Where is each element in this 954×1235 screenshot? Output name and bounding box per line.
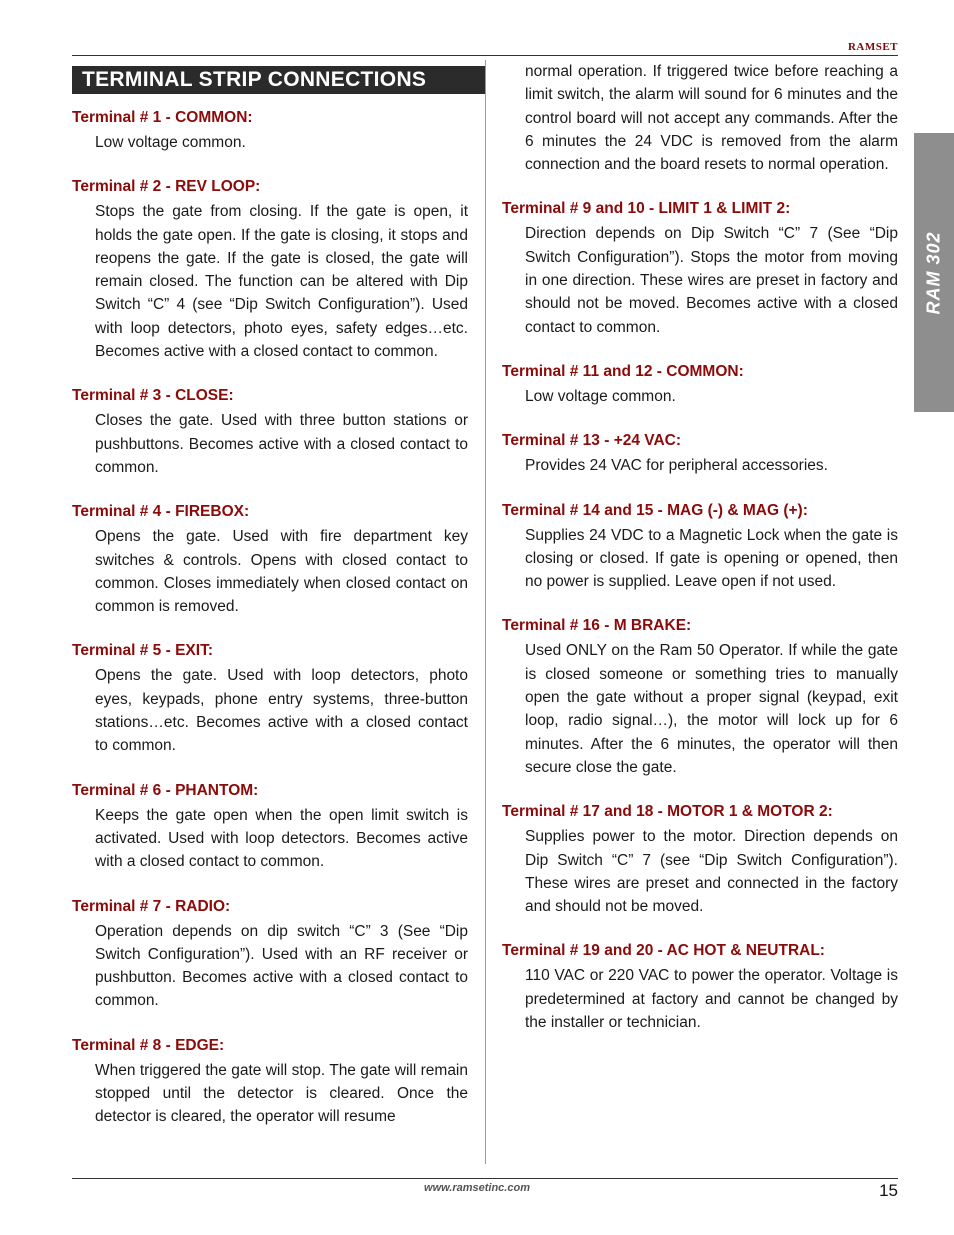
- terminal-heading: Terminal # 14 and 15 - MAG (-) & MAG (+):: [502, 501, 808, 519]
- terminal-heading: Terminal # 3 - CLOSE:: [72, 387, 234, 405]
- terminal-description: Used ONLY on the Ram 50 Operator. If while the gate is closed someone or something tries to manually open the gate without a proper signal (keypad, exit loop, radio signal…), the motor will lock up for 6 minutes. After the 6 minutes, the operator will then secure close the gate.: [525, 642, 898, 776]
- terminal-heading: Terminal # 11 and 12 - COMMON:: [502, 362, 744, 380]
- terminal-description: When triggered the gate will stop. The gate will remain stopped until the detector is cleared. Once the detector is cleared, the operator will resume: [95, 1061, 468, 1126]
- terminal-description: Operation depends on dip switch “C” 3 (See “Dip Switch Configuration”). Used with an RF receiver or pushbutton. Becomes active with a closed contact to common.: [95, 922, 468, 1010]
- terminal-heading: Terminal # 9 and 10 - LIMIT 1 & LIMIT 2:: [502, 200, 791, 218]
- terminal-heading: Terminal # 19 and 20 - AC HOT & NEUTRAL:: [502, 942, 825, 960]
- terminal-heading: Terminal # 2 - REV LOOP:: [72, 178, 261, 196]
- terminal-heading: Terminal # 17 and 18 - MOTOR 1 & MOTOR 2:: [502, 803, 833, 821]
- terminal-heading: Terminal # 1 - COMMON:: [72, 109, 253, 126]
- terminal-3: [72, 386, 468, 479]
- column-divider: [485, 60, 486, 1164]
- terminal-2: [72, 177, 468, 363]
- header-rule: [72, 55, 898, 56]
- side-tab: [914, 133, 954, 412]
- side-tab-label: RAM 302: [923, 230, 944, 315]
- terminal-11-12: [502, 362, 898, 408]
- section-title: TERMINAL STRIP CONNECTIONS: [72, 66, 485, 94]
- terminal-heading: Terminal # 6 - PHANTOM:: [72, 781, 259, 799]
- terminal-19-20: [502, 941, 898, 1034]
- terminal-5: [72, 641, 468, 757]
- terminal-description: Closes the gate. Used with three button stations or pushbuttons. Becomes active with a closed contact to common.: [95, 412, 468, 476]
- terminal-description: Supplies power to the motor. Direction depends on Dip Switch “C” 7 (see “Dip Switch Configuration”). These wires are preset and connected in the factory and should not be moved.: [525, 828, 898, 916]
- terminal-8: [72, 1036, 468, 1129]
- terminal-description: Stops the gate from closing. If the gate is open, it holds the gate open. If the gate is closing, it stops and reopens the gate. If the gate is closed, the gate will remain closed. The function can be altered with Dip Switch “C” 4 (see “Dip Switch Configuration”). Used with loop detectors, photo eyes, safety edges…etc. Becomes active with a closed contact to common.: [95, 203, 468, 361]
- terminal-4: [72, 502, 468, 618]
- page-number: 15: [879, 1181, 898, 1200]
- terminal-heading: Terminal # 4 - FIREBOX:: [72, 503, 250, 521]
- terminal-description: Supplies 24 VDC to a Magnetic Lock when the gate is closing or closed. If gate is opening or opened, then no power is supplied. Leave open if not used.: [525, 526, 898, 591]
- terminal-7: [72, 897, 468, 1013]
- terminal-description: Low voltage common.: [525, 387, 676, 405]
- terminal-9-10: [502, 199, 898, 338]
- right-column: [502, 60, 898, 1057]
- terminal-heading: Terminal # 5 - EXIT:: [72, 642, 213, 660]
- left-column: [72, 108, 468, 1152]
- terminal-description: Keeps the gate open when the open limit switch is activated. Used with loop detectors. Becomes active with a closed contact to common.: [95, 806, 468, 871]
- footer-url: www.ramsetinc.com: [424, 1182, 530, 1194]
- footer-rule: [72, 1178, 898, 1179]
- brand-logo: RAMSET: [847, 41, 898, 53]
- terminal-13: [502, 431, 898, 477]
- terminal-description: Opens the gate. Used with fire department key switches & controls. Opens with closed contact to common. Closes immediately when closed contact on common is removed.: [95, 528, 468, 616]
- terminal-heading: Terminal # 8 - EDGE:: [72, 1036, 225, 1054]
- terminal-heading: Terminal # 7 - RADIO:: [72, 897, 231, 915]
- terminal-description: Low voltage common.: [95, 134, 246, 151]
- terminal-16: [502, 616, 898, 779]
- terminal-description: Provides 24 VAC for peripheral accessories.: [525, 457, 828, 475]
- terminal-14-15: [502, 501, 898, 594]
- terminal-17-18: [502, 802, 898, 918]
- terminal-6: [72, 781, 468, 874]
- terminal-description: 110 VAC or 220 VAC to power the operator. Voltage is predetermined at factory and cannot be changed by the installer or technician.: [525, 967, 898, 1032]
- terminal-description: Opens the gate. Used with loop detectors, photo eyes, keypads, phone entry systems, three-button stations…etc. Becomes active with a closed contact to common.: [95, 667, 468, 755]
- terminal-description: Direction depends on Dip Switch “C” 7 (See “Dip Switch Configuration”). Stops the motor from moving in one direction. These wires are preset in factory and should not be moved. Becomes active with a closed contact to common.: [525, 225, 898, 336]
- terminal-heading: Terminal # 16 - M BRAKE:: [502, 617, 692, 635]
- terminal-1: [72, 108, 468, 154]
- terminal-heading: Terminal # 13 - +24 VAC:: [502, 432, 682, 450]
- terminal-8-continuation: normal operation. If triggered twice before reaching a limit switch, the alarm will sound for 6 minutes and the control board will not accept any commands. After the 6 minutes the 24 VDC is removed from the alarm connection and the board resets to normal operation.: [525, 63, 898, 174]
